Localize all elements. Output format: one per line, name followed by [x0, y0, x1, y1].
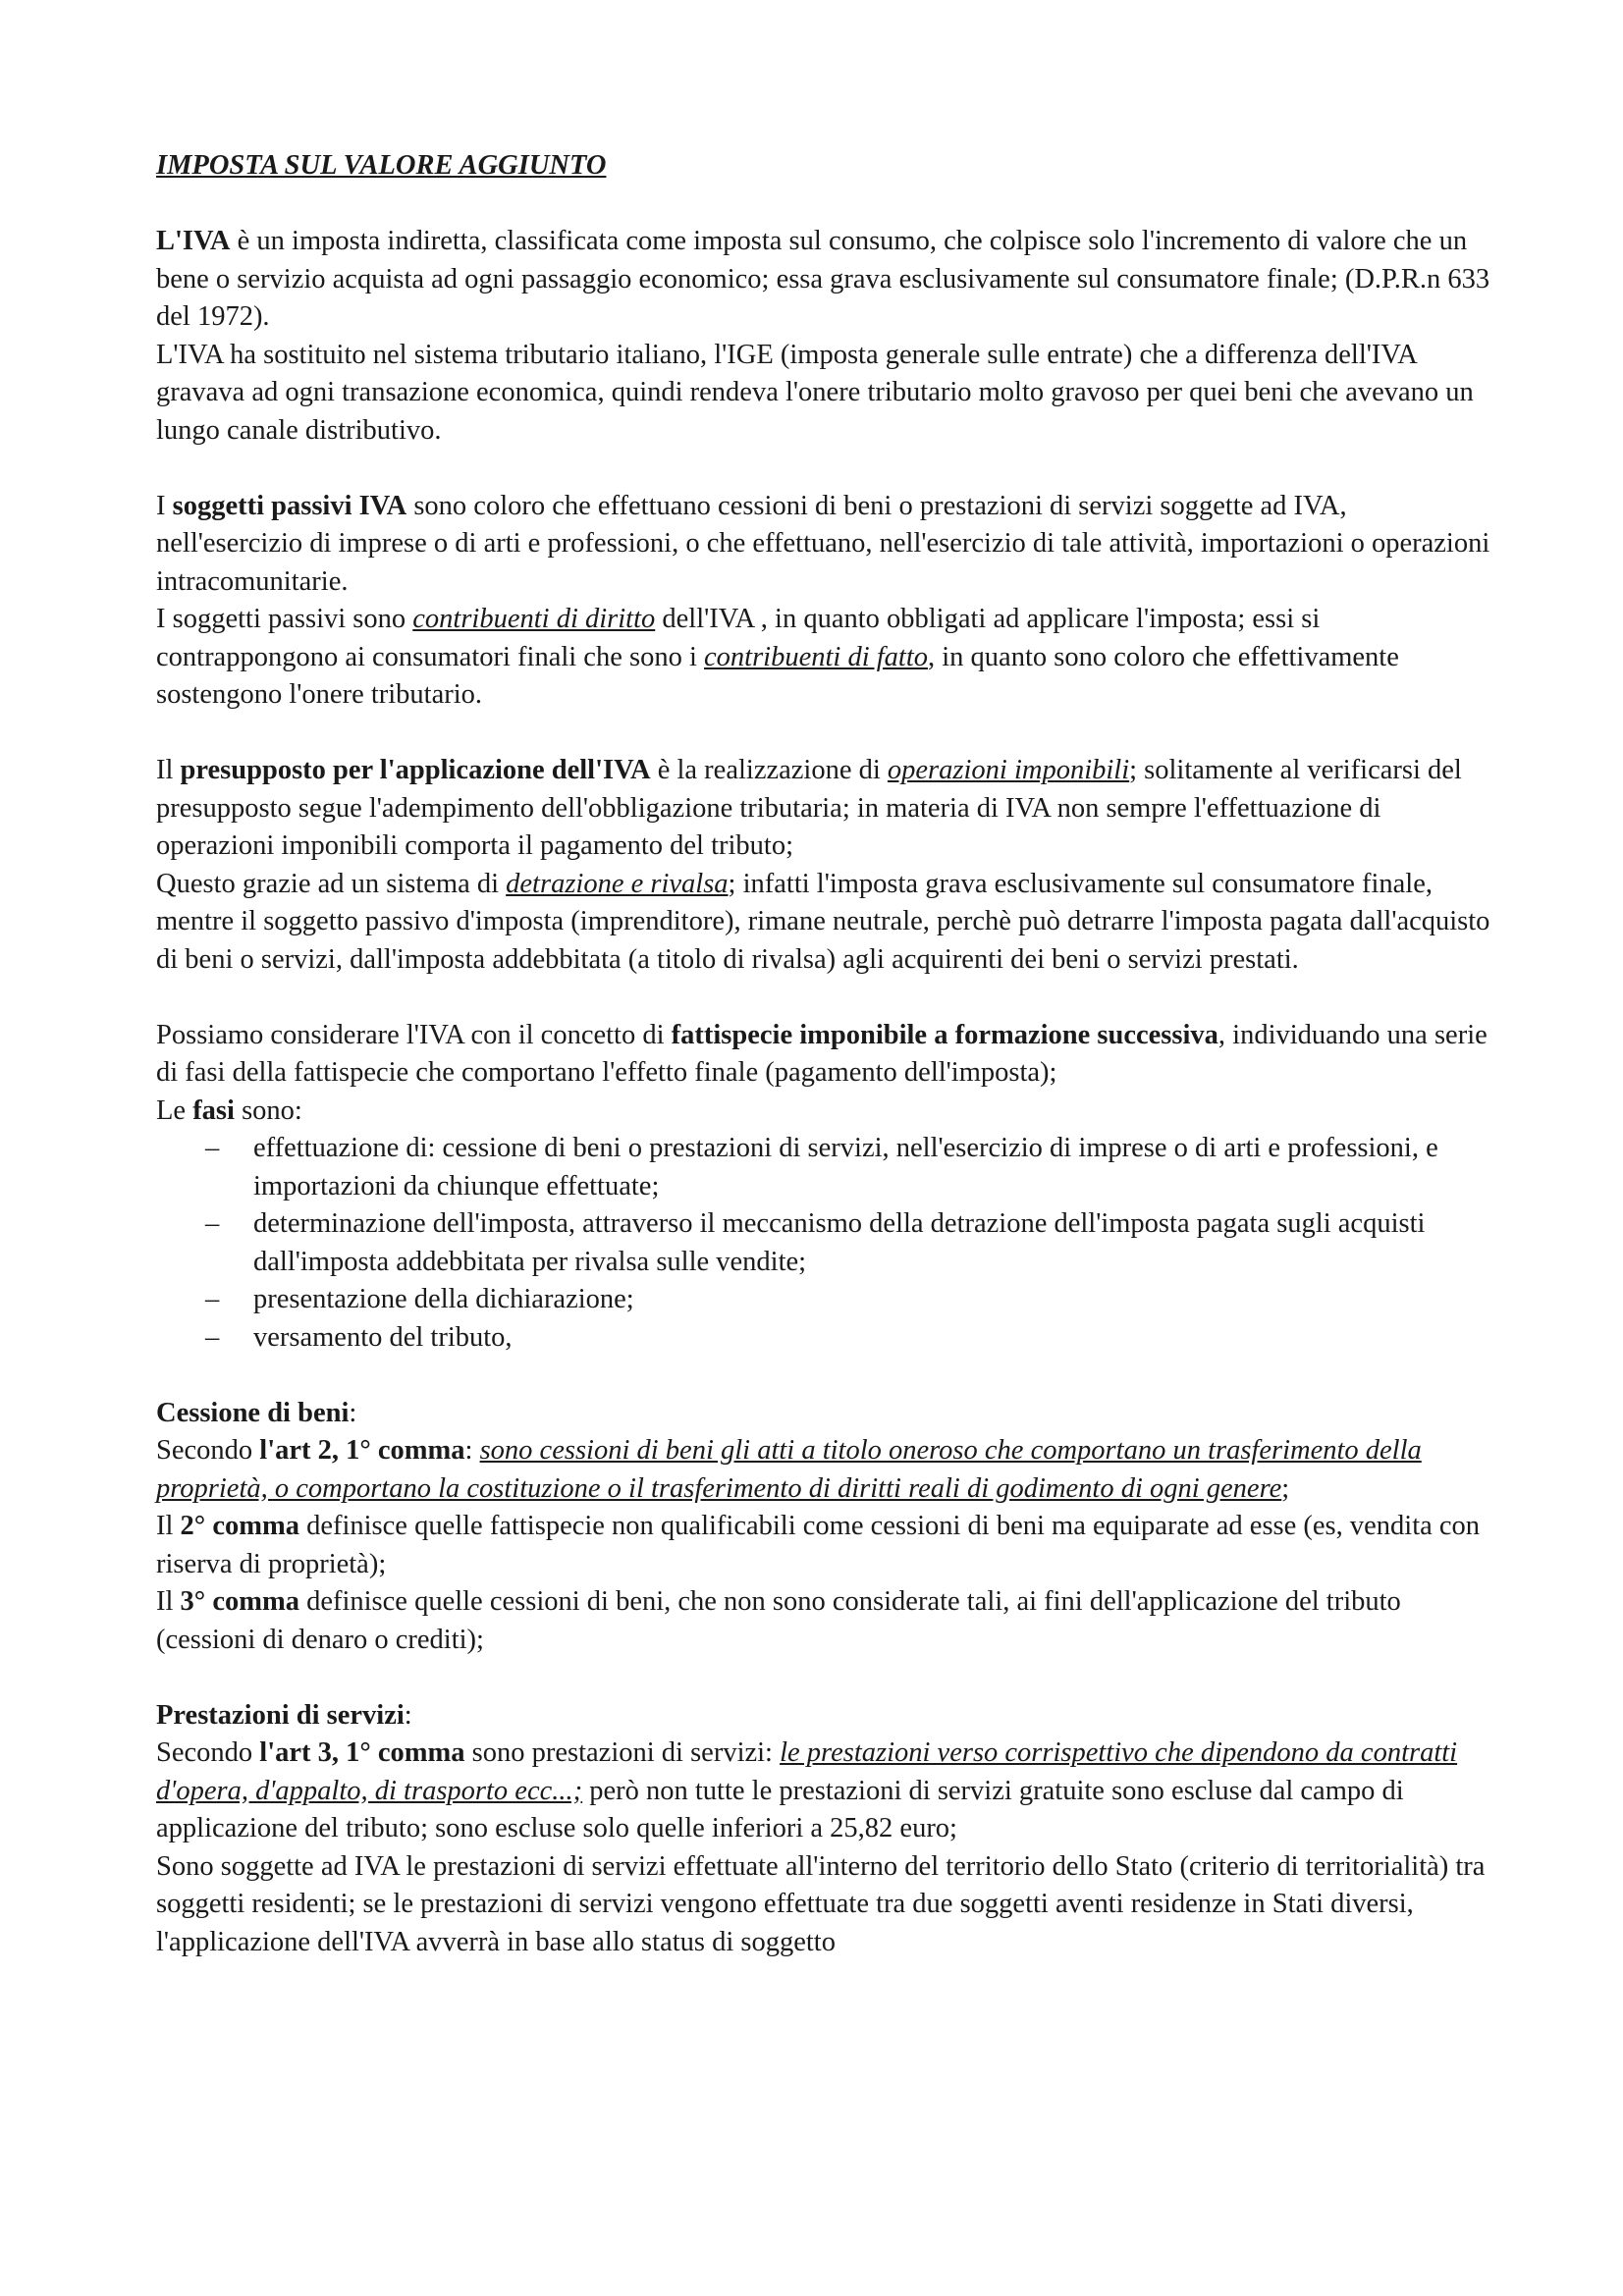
comma3-paragraph: Il 3° comma definisce quelle cessioni di beni, che non sono considerate tali, ai fini dell'applicazione del tributo (cessioni di denaro o crediti);: [156, 1586, 1401, 1655]
dash-bullet: –: [205, 1284, 220, 1314]
dash-bullet: –: [205, 1321, 220, 1353]
comma2-paragraph: Il 2° comma definisce quelle fattispecie non qualificabili come cessioni di beni ma equiparate ad esse (es, vendita con riserva di proprietà);: [156, 1511, 1481, 1579]
intro-paragraph: L'IVA è un imposta indiretta, classificata come imposta sul consumo, che colpisce solo l'incremento di valore che un bene o servizio acquista ad ogni passaggio economico; essa grava esclusivamente sul consumatore finale; (D.P.R.n 633 del 1972).: [156, 226, 1490, 332]
fasi-intro: Le fasi sono:: [156, 1095, 302, 1126]
cessione-heading: Cessione di beni:: [156, 1397, 357, 1428]
contribuenti-paragraph: I soggetti passivi sono contribuenti di diritto dell'IVA , in quanto obbligati ad applicare l'imposta; essi si contrappongono ai consumatori finali che sono i contribuenti di fatto, in quanto sono coloro che effettivamente sostengono l'onere tributario.: [156, 604, 1399, 710]
list-item: – effettuazione di: cessione di beni o prestazioni di servizi, nell'esercizio di imprese o di arti e professioni, e importazioni da chiunque effettuate;: [156, 1130, 1491, 1205]
list-item: – presentazione della dichiarazione;: [156, 1281, 1491, 1319]
document-page: [156, 147, 1491, 1961]
territorialita-paragraph: Sono soggette ad IVA le prestazioni di servizi effettuate all'interno del territorio dello Stato (criterio di territorialità) tra soggetti residenti; se le prestazioni di servizi vengono effettuate tra due soggetti aventi residenze in Stati diversi, l'applicazione dell'IVA avverrà in base allo status di soggetto: [156, 1850, 1486, 1957]
dash-bullet: –: [205, 1208, 220, 1239]
page-title: IMPOSTA SUL VALORE AGGIUNTO: [156, 150, 607, 181]
dash-bullet: –: [205, 1133, 220, 1163]
fattispecie-paragraph: Possiamo considerare l'IVA con il concetto di fattispecie imponibile a formazione successiva, individuando una serie di fasi della fattispecie che comportano l'effetto finale (pagamento dell'imposta);: [156, 1019, 1488, 1088]
soggetti-paragraph: I soggetti passivi IVA sono coloro che effettuano cessioni di beni o prestazioni di servizi soggette ad IVA, nell'esercizio di imprese o di arti e professioni, o che effettuano, nell'esercizio di tale attività, importazioni o operazioni intracomunitarie.: [156, 490, 1490, 597]
prestazioni-heading: Prestazioni di servizi:: [156, 1699, 412, 1731]
ige-paragraph: L'IVA ha sostituito nel sistema tributario italiano, l'IGE (imposta generale sulle entrate) che a differenza dell'IVA gravava ad ogni transazione economica, quindi rendeva l'onere tributario molto gravoso per quei beni che avevano un lungo canale distributivo.: [156, 339, 1474, 446]
list-item: – determinazione dell'imposta, attraverso il meccanismo della detrazione dell'imposta pagata sugli acquisti dall'imposta addebbitata per rivalsa sulle vendite;: [156, 1205, 1491, 1281]
list-item: – versamento del tributo,: [156, 1319, 1491, 1358]
fasi-list: [156, 1130, 1491, 1357]
art3-paragraph: Secondo l'art 3, 1° comma sono prestazioni di servizi: le prestazioni verso corrispettivo che dipendono da contratti d'opera, d'appalto, di trasporto ecc...; però non tutte le prestazioni di servizi gratuite sono escluse dal campo di applicazione del tributo; sono escluse solo quelle inferiori a 25,82 euro;: [156, 1737, 1458, 1843]
detrazione-paragraph: Questo grazie ad un sistema di detrazione e rivalsa; infatti l'imposta grava esclusivamente sul consumatore finale, mentre il soggetto passivo d'imposta (imprenditore), rimane neutrale, perchè può detrarre l'imposta pagata dall'acquisto di beni o servizi, dall'imposta addebbitata (a titolo di rivalsa) agli acquirenti dei beni o servizi prestati.: [156, 868, 1490, 975]
presupposto-paragraph: Il presupposto per l'applicazione dell'IVA è la realizzazione di operazioni imponibili; solitamente al verificarsi del presupposto segue l'adempimento dell'obbligazione tributaria; in materia di IVA non sempre l'effettuazione di operazioni imponibili comporta il pagamento del tributo;: [156, 755, 1462, 861]
art2-paragraph: Secondo l'art 2, 1° comma: sono cessioni di beni gli atti a titolo oneroso che comportano un trasferimento della proprietà, o comportano la costituzione o il trasferimento di diritti reali di godimento di ogni genere;: [156, 1435, 1422, 1504]
